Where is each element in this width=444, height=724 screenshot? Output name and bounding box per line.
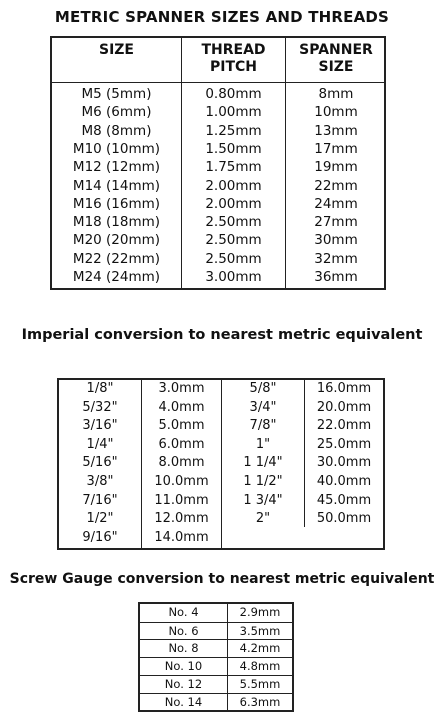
inch-cell: 1 3/4"	[243, 492, 283, 508]
table-row	[52, 140, 384, 158]
thread-pitch-cell: 1.25mm	[205, 122, 262, 139]
table-row	[52, 195, 384, 213]
inch-cell: 3/8"	[86, 474, 114, 489]
metric-cell: 22.0mm	[316, 418, 372, 434]
spanner-size-cell: 19mm	[314, 159, 358, 176]
table-row	[52, 158, 384, 176]
imperial-conversion-table	[57, 378, 385, 550]
thread-pitch-cell: 1.50mm	[205, 140, 262, 157]
inch-cell: 1/2"	[86, 511, 114, 527]
table-row	[52, 268, 384, 286]
metric-cell: 6.3mm	[239, 694, 281, 709]
inch-cell: 3/4"	[249, 399, 277, 415]
table-row	[59, 398, 383, 417]
gauge-cell: No. 6	[168, 623, 199, 638]
thread-pitch-cell: 2.00mm	[205, 195, 262, 212]
thread-pitch-cell: 2.50mm	[205, 214, 262, 231]
size-cell: M24 (24mm)	[72, 269, 161, 285]
metric-cell: 14.0mm	[154, 529, 209, 545]
metric-cell: 11.0mm	[154, 492, 209, 508]
inch-cell: 5/16"	[82, 455, 118, 471]
table-row	[59, 509, 383, 528]
spanner-size-cell: 17mm	[314, 140, 358, 157]
metric-cell: 16.0mm	[316, 381, 372, 396]
table-row	[140, 622, 292, 640]
spanner-size-cell: 22mm	[314, 177, 358, 194]
spanner-size-cell: 36mm	[314, 269, 358, 285]
inch-cell: 7/8"	[249, 418, 277, 434]
spanner-size-cell: 30mm	[314, 232, 358, 249]
table-row	[59, 472, 383, 491]
thread-pitch-cell: 2.50mm	[205, 250, 262, 267]
inch-cell: 1 1/4"	[243, 455, 283, 471]
spanner-size-header-line2: SIZE	[318, 59, 354, 75]
header-divider	[52, 82, 384, 83]
spanner-size-cell: 27mm	[314, 214, 358, 231]
table-row	[59, 453, 383, 472]
metric-cell: 6.0mm	[158, 436, 205, 452]
metric-cell: 40.0mm	[316, 474, 372, 489]
table-row	[52, 250, 384, 268]
table-row	[52, 103, 384, 121]
metric-cell: 45.0mm	[316, 492, 372, 508]
size-cell: M16 (16mm)	[72, 195, 161, 212]
metric-cell: 3.5mm	[239, 623, 281, 638]
size-cell: M20 (20mm)	[72, 232, 161, 249]
size-cell: M18 (18mm)	[72, 214, 161, 231]
inch-cell: 1/8"	[86, 381, 114, 396]
metric-cell: 3.0mm	[158, 381, 205, 396]
table-row	[52, 213, 384, 231]
table-row	[59, 528, 383, 547]
inch-cell: 1/4"	[86, 436, 114, 452]
table-row	[59, 416, 383, 435]
inch-cell: 9/16"	[82, 529, 118, 545]
table-row	[59, 491, 383, 510]
gauge-cell: No. 14	[164, 694, 203, 709]
metric-spanner-table	[50, 36, 386, 290]
gauge-cell: No. 10	[164, 659, 203, 674]
gauge-cell: No. 12	[164, 676, 203, 691]
table-row	[52, 85, 384, 103]
inch-cell: 5/32"	[82, 399, 118, 415]
metric-cell: 4.8mm	[239, 659, 281, 674]
table-row	[140, 675, 292, 693]
table-row	[52, 231, 384, 249]
size-cell: M8 (8mm)	[81, 122, 152, 139]
inch-cell: 3/16"	[82, 418, 118, 434]
table-row	[140, 604, 292, 621]
thread-pitch-header-line1: THREAD	[201, 42, 266, 58]
size-cell: M22 (22mm)	[72, 250, 161, 267]
metric-cell: 8.0mm	[158, 455, 205, 471]
thread-pitch-cell: 1.75mm	[205, 159, 262, 176]
size-cell: M14 (14mm)	[72, 177, 161, 194]
metric-cell: 12.0mm	[154, 511, 209, 527]
table-row	[140, 657, 292, 675]
screw-gauge-table	[138, 602, 294, 712]
metric-cell: 5.5mm	[239, 676, 281, 691]
spanner-size-cell: 8mm	[318, 86, 354, 102]
spanner-size-cell: 10mm	[314, 104, 358, 121]
table-row	[52, 122, 384, 140]
metric-cell: 4.0mm	[158, 399, 205, 415]
metric-cell: 2.9mm	[239, 605, 281, 619]
metric-cell: 4.2mm	[239, 641, 281, 656]
metric-cell: 5.0mm	[158, 418, 205, 434]
table-row	[140, 693, 292, 711]
size-header: SIZE	[98, 42, 134, 58]
metric-cell: 25.0mm	[316, 436, 372, 452]
spanner-size-cell: 13mm	[314, 122, 358, 139]
table-row	[140, 639, 292, 657]
size-cell: M12 (12mm)	[72, 159, 161, 176]
inch-cell: 5/8"	[249, 381, 277, 396]
inch-cell: 2"	[255, 511, 271, 527]
metric-cell: 50.0mm	[316, 511, 372, 527]
thread-pitch-header-line2: PITCH	[209, 59, 257, 75]
metric-cell: 10.0mm	[154, 474, 209, 489]
thread-pitch-cell: 0.80mm	[205, 86, 262, 102]
size-cell: M5 (5mm)	[81, 86, 152, 102]
metric-table-title: METRIC SPANNER SIZES AND THREADS	[54, 8, 390, 26]
inch-cell: 1 1/2"	[243, 474, 283, 489]
screw-gauge-table-title: Screw Gauge conversion to nearest metric equivalent	[9, 571, 435, 587]
thread-pitch-cell: 2.50mm	[205, 232, 262, 249]
thread-pitch-cell: 3.00mm	[205, 269, 262, 285]
imperial-table-title: Imperial conversion to nearest metric equivalent	[21, 327, 423, 343]
thread-pitch-cell: 1.00mm	[205, 104, 262, 121]
gauge-cell: No. 4	[168, 605, 199, 619]
inch-cell: 1"	[255, 436, 271, 452]
size-cell: M6 (6mm)	[81, 104, 152, 121]
table-row	[59, 379, 383, 398]
table-row	[52, 177, 384, 195]
spanner-size-header-line1: SPANNER	[299, 42, 373, 58]
size-cell: M10 (10mm)	[72, 140, 161, 157]
metric-cell: 20.0mm	[316, 399, 372, 415]
metric-cell: 30.0mm	[316, 455, 372, 471]
spanner-size-cell: 32mm	[314, 250, 358, 267]
table-row	[59, 435, 383, 454]
thread-pitch-cell: 2.00mm	[205, 177, 262, 194]
inch-cell: 7/16"	[82, 492, 118, 508]
gauge-cell: No. 8	[168, 641, 199, 656]
spanner-size-cell: 24mm	[314, 195, 358, 212]
